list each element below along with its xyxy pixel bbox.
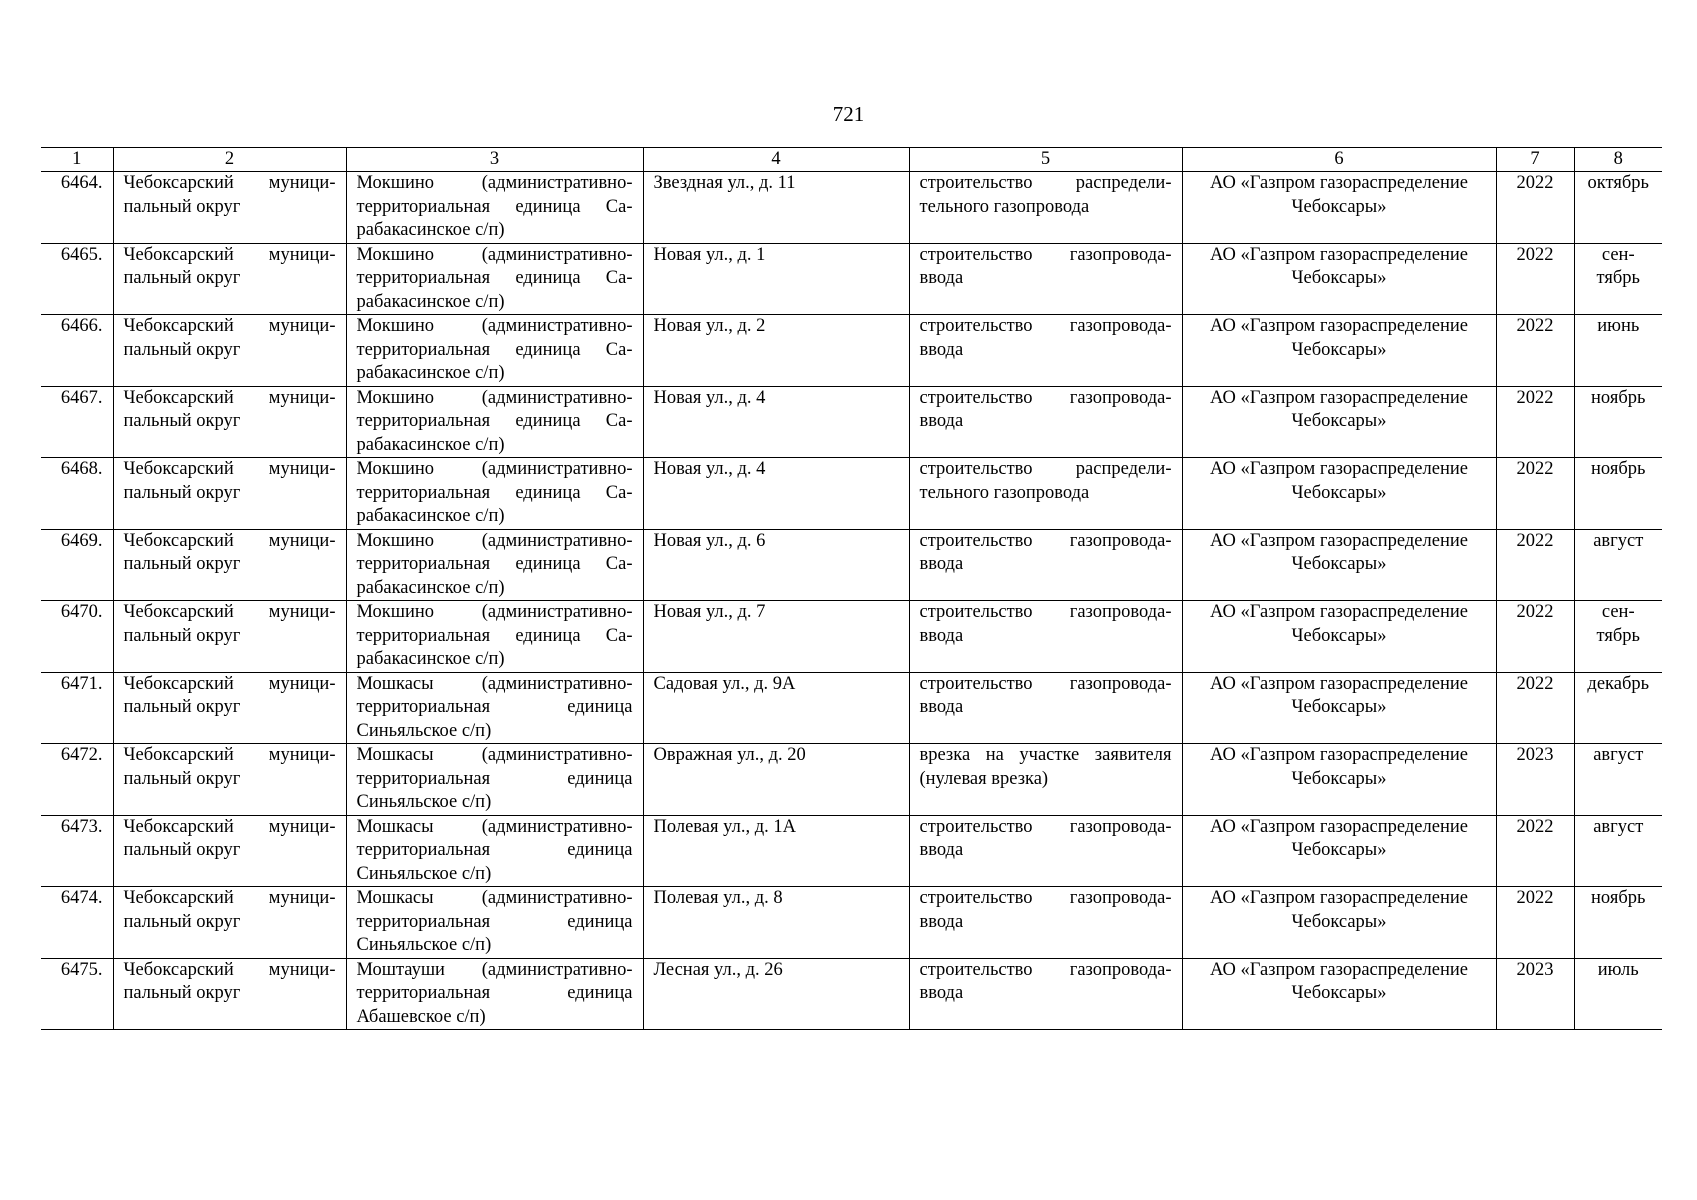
work-type-cell: врезка на участке заявителя (нулевая врезка) xyxy=(909,744,1182,816)
month-cell: август xyxy=(1574,815,1662,887)
organization-cell: АО «Газпром газораспределение Чебоксары» xyxy=(1182,315,1496,387)
work-type-cell: строительство распредели-тельного газопровода xyxy=(909,172,1182,244)
row-number-cell: 6474. xyxy=(41,887,113,959)
address-cell: Новая ул., д. 4 xyxy=(643,458,909,530)
address-cell: Звездная ул., д. 11 xyxy=(643,172,909,244)
settlement-cell: Мокшино (административно-территориальная единица Са-рабакасинское с/п) xyxy=(346,458,643,530)
year-cell: 2022 xyxy=(1496,887,1574,959)
column-number-row xyxy=(41,148,1662,172)
address-cell: Полевая ул., д. 1А xyxy=(643,815,909,887)
column-header: 2 xyxy=(113,148,346,172)
row-number-cell: 6470. xyxy=(41,601,113,673)
organization-cell: АО «Газпром газораспределение Чебоксары» xyxy=(1182,386,1496,458)
address-cell: Новая ул., д. 6 xyxy=(643,529,909,601)
settlement-cell: Мошкасы (административно-территориальная единица Синьяльское с/п) xyxy=(346,815,643,887)
address-cell: Новая ул., д. 4 xyxy=(643,386,909,458)
row-number-cell: 6472. xyxy=(41,744,113,816)
year-cell: 2022 xyxy=(1496,529,1574,601)
address-cell: Лесная ул., д. 26 xyxy=(643,958,909,1030)
organization-cell: АО «Газпром газораспределение Чебоксары» xyxy=(1182,243,1496,315)
district-cell: Чебоксарский муници-пальный округ xyxy=(113,529,346,601)
row-number-cell: 6465. xyxy=(41,243,113,315)
district-cell: Чебоксарский муници-пальный округ xyxy=(113,243,346,315)
settlement-cell: Мокшино (административно-территориальная единица Са-рабакасинское с/п) xyxy=(346,601,643,673)
district-cell: Чебоксарский муници-пальный округ xyxy=(113,672,346,744)
column-header: 8 xyxy=(1574,148,1662,172)
work-type-cell: строительство газопровода-ввода xyxy=(909,243,1182,315)
table-row xyxy=(41,672,1662,744)
table-row xyxy=(41,744,1662,816)
year-cell: 2022 xyxy=(1496,458,1574,530)
organization-cell: АО «Газпром газораспределение Чебоксары» xyxy=(1182,458,1496,530)
settlement-cell: Мокшино (административно-территориальная единица Са-рабакасинское с/п) xyxy=(346,243,643,315)
organization-cell: АО «Газпром газораспределение Чебоксары» xyxy=(1182,601,1496,673)
year-cell: 2023 xyxy=(1496,744,1574,816)
row-number-cell: 6467. xyxy=(41,386,113,458)
column-header: 6 xyxy=(1182,148,1496,172)
district-cell: Чебоксарский муници-пальный округ xyxy=(113,458,346,530)
month-cell: декабрь xyxy=(1574,672,1662,744)
year-cell: 2022 xyxy=(1496,243,1574,315)
year-cell: 2022 xyxy=(1496,601,1574,673)
column-header: 4 xyxy=(643,148,909,172)
month-cell: ноябрь xyxy=(1574,458,1662,530)
work-type-cell: строительство газопровода-ввода xyxy=(909,958,1182,1030)
row-number-cell: 6464. xyxy=(41,172,113,244)
year-cell: 2022 xyxy=(1496,386,1574,458)
work-type-cell: строительство газопровода-ввода xyxy=(909,815,1182,887)
district-cell: Чебоксарский муници-пальный округ xyxy=(113,172,346,244)
organization-cell: АО «Газпром газораспределение Чебоксары» xyxy=(1182,672,1496,744)
work-type-cell: строительство газопровода-ввода xyxy=(909,672,1182,744)
address-cell: Полевая ул., д. 8 xyxy=(643,887,909,959)
organization-cell: АО «Газпром газораспределение Чебоксары» xyxy=(1182,815,1496,887)
organization-cell: АО «Газпром газораспределение Чебоксары» xyxy=(1182,744,1496,816)
district-cell: Чебоксарский муници-пальный округ xyxy=(113,386,346,458)
month-cell: октябрь xyxy=(1574,172,1662,244)
district-cell: Чебоксарский муници-пальный округ xyxy=(113,315,346,387)
address-cell: Садовая ул., д. 9А xyxy=(643,672,909,744)
month-cell: июнь xyxy=(1574,315,1662,387)
year-cell: 2022 xyxy=(1496,815,1574,887)
district-cell: Чебоксарский муници-пальный округ xyxy=(113,887,346,959)
column-header: 3 xyxy=(346,148,643,172)
address-cell: Новая ул., д. 1 xyxy=(643,243,909,315)
column-header: 1 xyxy=(41,148,113,172)
month-cell: август xyxy=(1574,744,1662,816)
work-type-cell: строительство газопровода-ввода xyxy=(909,601,1182,673)
work-type-cell: строительство газопровода-ввода xyxy=(909,386,1182,458)
table-body xyxy=(41,172,1662,1030)
settlement-cell: Мокшино (административно-территориальная единица Са-рабакасинское с/п) xyxy=(346,172,643,244)
settlement-cell: Мошкасы (административно-территориальная единица Синьяльское с/п) xyxy=(346,672,643,744)
row-number-cell: 6468. xyxy=(41,458,113,530)
month-cell: сен-тябрь xyxy=(1574,243,1662,315)
month-cell: ноябрь xyxy=(1574,386,1662,458)
work-type-cell: строительство газопровода-ввода xyxy=(909,887,1182,959)
address-cell: Новая ул., д. 2 xyxy=(643,315,909,387)
year-cell: 2022 xyxy=(1496,172,1574,244)
column-header: 5 xyxy=(909,148,1182,172)
row-number-cell: 6469. xyxy=(41,529,113,601)
district-cell: Чебоксарский муници-пальный округ xyxy=(113,815,346,887)
row-number-cell: 6471. xyxy=(41,672,113,744)
work-type-cell: строительство газопровода-ввода xyxy=(909,529,1182,601)
table-row xyxy=(41,172,1662,244)
row-number-cell: 6466. xyxy=(41,315,113,387)
settlement-cell: Мокшино (административно-территориальная единица Са-рабакасинское с/п) xyxy=(346,529,643,601)
month-cell: август xyxy=(1574,529,1662,601)
table-row xyxy=(41,601,1662,673)
address-cell: Овражная ул., д. 20 xyxy=(643,744,909,816)
settlement-cell: Мокшино (административно-территориальная единица Са-рабакасинское с/п) xyxy=(346,315,643,387)
table-row xyxy=(41,458,1662,530)
work-type-cell: строительство распредели-тельного газопровода xyxy=(909,458,1182,530)
column-header: 7 xyxy=(1496,148,1574,172)
organization-cell: АО «Газпром газораспределение Чебоксары» xyxy=(1182,958,1496,1030)
organization-cell: АО «Газпром газораспределение Чебоксары» xyxy=(1182,529,1496,601)
table-row xyxy=(41,529,1662,601)
year-cell: 2022 xyxy=(1496,315,1574,387)
year-cell: 2022 xyxy=(1496,672,1574,744)
settlement-cell: Мокшино (административно-территориальная единица Са-рабакасинское с/п) xyxy=(346,386,643,458)
organization-cell: АО «Газпром газораспределение Чебоксары» xyxy=(1182,887,1496,959)
table-row xyxy=(41,315,1662,387)
settlement-cell: Моштауши (административно-территориальная единица Абашевское с/п) xyxy=(346,958,643,1030)
row-number-cell: 6475. xyxy=(41,958,113,1030)
district-cell: Чебоксарский муници-пальный округ xyxy=(113,744,346,816)
row-number-cell: 6473. xyxy=(41,815,113,887)
organization-cell: АО «Газпром газораспределение Чебоксары» xyxy=(1182,172,1496,244)
month-cell: сен-тябрь xyxy=(1574,601,1662,673)
month-cell: ноябрь xyxy=(1574,887,1662,959)
table-row xyxy=(41,958,1662,1030)
settlement-cell: Мошкасы (административно-территориальная единица Синьяльское с/п) xyxy=(346,744,643,816)
year-cell: 2023 xyxy=(1496,958,1574,1030)
gas-works-table xyxy=(41,147,1662,1030)
table-row xyxy=(41,815,1662,887)
table-row xyxy=(41,243,1662,315)
settlement-cell: Мошкасы (административно-территориальная единица Синьяльское с/п) xyxy=(346,887,643,959)
work-type-cell: строительство газопровода-ввода xyxy=(909,315,1182,387)
district-cell: Чебоксарский муници-пальный округ xyxy=(113,601,346,673)
table-row xyxy=(41,887,1662,959)
month-cell: июль xyxy=(1574,958,1662,1030)
table-row xyxy=(41,386,1662,458)
address-cell: Новая ул., д. 7 xyxy=(643,601,909,673)
district-cell: Чебоксарский муници-пальный округ xyxy=(113,958,346,1030)
page-number: 721 xyxy=(832,102,865,126)
